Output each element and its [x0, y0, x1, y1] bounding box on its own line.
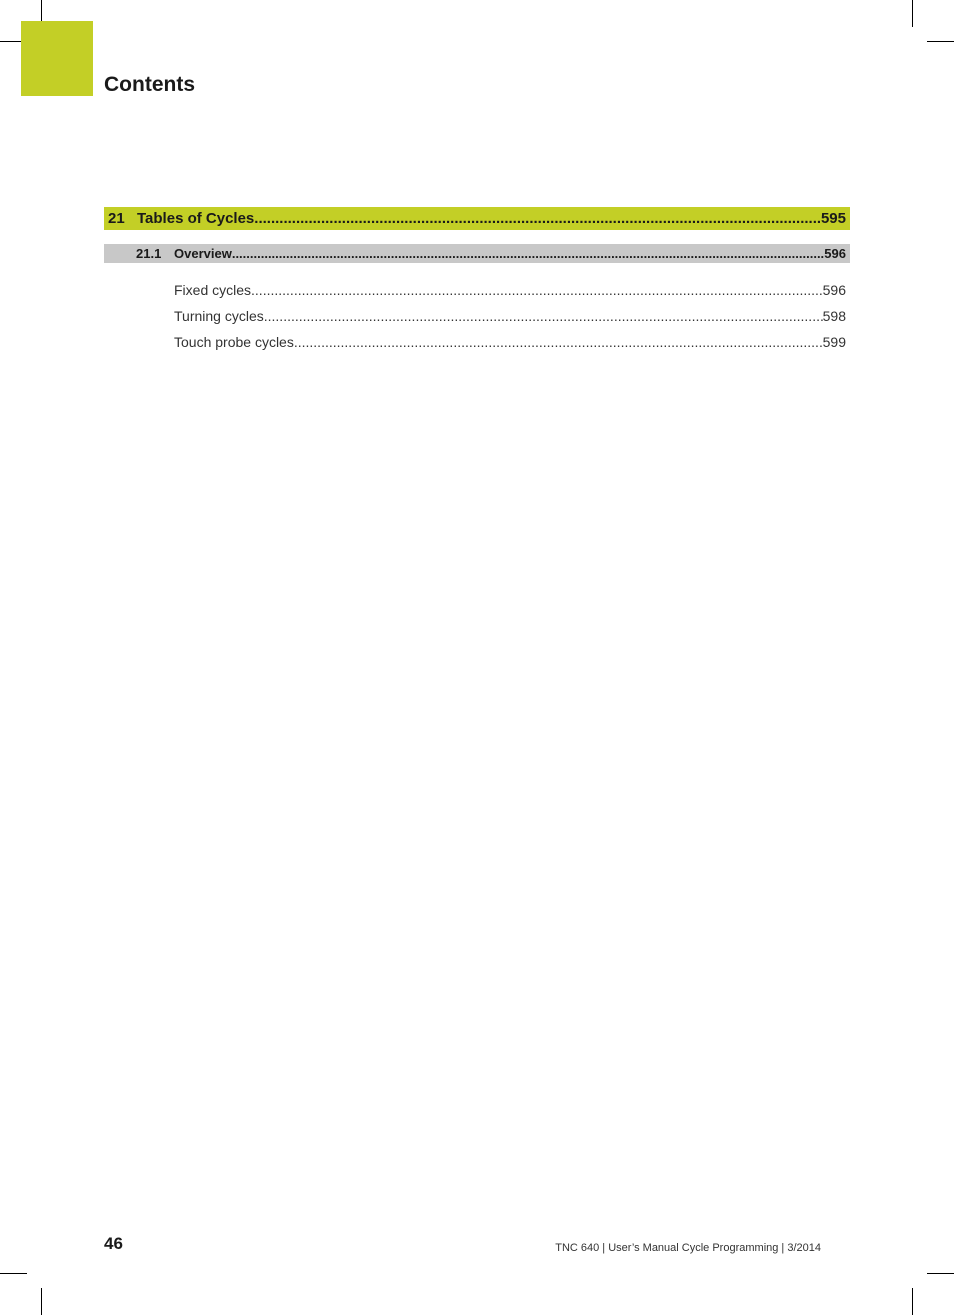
toc-entry-page: 598 [822, 308, 846, 324]
toc-entry-page: 596 [822, 282, 846, 298]
toc-entry-row[interactable] [104, 332, 850, 352]
toc-chapter-number: 21 [108, 210, 125, 227]
toc-dot-leader [251, 280, 823, 300]
crop-mark-top-right-v [912, 0, 913, 27]
page-title: Contents [104, 73, 195, 96]
crop-mark-top-right-h [927, 41, 954, 42]
crop-mark-bottom-left-v [41, 1288, 42, 1315]
toc-chapter-page: 595 [820, 210, 846, 227]
toc-dot-leader [232, 244, 824, 263]
toc-chapter-row[interactable] [104, 207, 850, 230]
toc-entry-row[interactable] [104, 280, 850, 300]
toc-section-page: 596 [824, 246, 846, 261]
toc-dot-leader [254, 207, 821, 230]
toc-entry-title: Fixed cycles [174, 282, 252, 298]
toc-section-number: 21.1 [136, 246, 162, 261]
crop-mark-bottom-left-h [0, 1273, 27, 1274]
toc-entry-title: Touch probe cycles [174, 334, 294, 350]
crop-mark-bottom-right-h [927, 1273, 954, 1274]
toc-section-title: Overview [174, 246, 232, 261]
toc-entry-page: 599 [822, 334, 846, 350]
chapter-color-block [21, 21, 93, 96]
footer-manual-title: TNC 640 | User’s Manual Cycle Programming | 3/2014 [555, 1242, 821, 1254]
toc-entry-title: Turning cycles [174, 308, 264, 324]
toc-chapter-title: Tables of Cycles [137, 210, 255, 227]
toc-dot-leader [294, 332, 823, 352]
footer-page-number: 46 [104, 1234, 123, 1253]
toc-entry-row[interactable] [104, 306, 850, 326]
toc-section-row[interactable] [104, 244, 850, 263]
toc-dot-leader [264, 306, 823, 326]
crop-mark-bottom-right-v [912, 1288, 913, 1315]
